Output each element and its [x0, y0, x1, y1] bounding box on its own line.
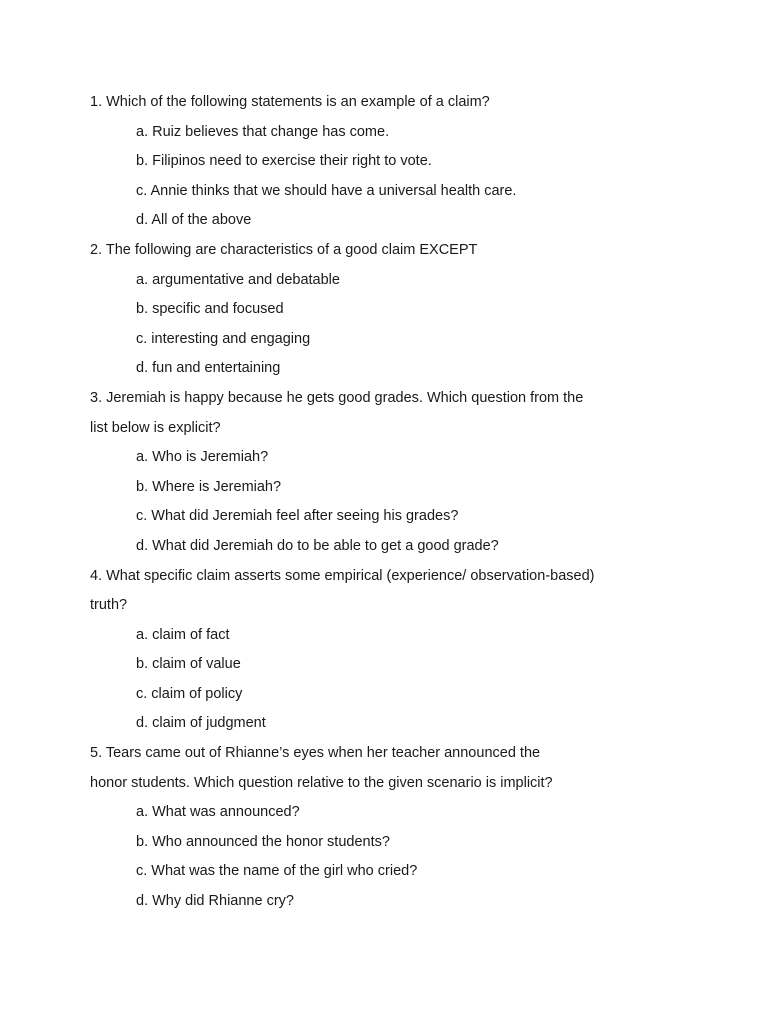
- question-4: [90, 562, 690, 740]
- option-d: d. Why did Rhianne cry?: [136, 893, 294, 910]
- option-list: [90, 118, 690, 236]
- question-5: [90, 739, 690, 917]
- question-text-continued: honor students. Which question relative to the given scenario is implicit?: [90, 774, 553, 791]
- option-a: a. claim of fact: [136, 626, 230, 643]
- question-list: [90, 88, 690, 917]
- option-c: c. What was the name of the girl who cried?: [136, 863, 418, 880]
- question-2: [90, 236, 690, 384]
- option-d: d. All of the above: [136, 212, 252, 229]
- option-c: c. claim of policy: [136, 685, 243, 702]
- option-d: d. claim of judgment: [136, 715, 266, 732]
- question-text-continued: list below is explicit?: [90, 419, 221, 436]
- question-3: [90, 384, 690, 562]
- option-b: b. specific and focused: [136, 301, 284, 318]
- question-1: [90, 88, 690, 236]
- option-list: [90, 798, 690, 916]
- option-c: c. Annie thinks that we should have a universal health care.: [136, 182, 517, 199]
- option-b: b. claim of value: [136, 656, 241, 673]
- question-text: 3. Jeremiah is happy because he gets good grades. Which question from the: [90, 389, 584, 406]
- question-text: 4. What specific claim asserts some empirical (experience/ observation-based): [90, 567, 595, 584]
- option-list: [90, 621, 690, 739]
- option-list: [90, 266, 690, 384]
- option-a: a. Ruiz believes that change has come.: [136, 123, 390, 140]
- question-text: 5. Tears came out of Rhianne’s eyes when her teacher announced the: [90, 745, 541, 762]
- question-text-continued: truth?: [90, 597, 128, 614]
- option-c: c. What did Jeremiah feel after seeing his grades?: [136, 508, 459, 525]
- option-b: b. Who announced the honor students?: [136, 833, 390, 850]
- question-text: 1. Which of the following statements is an example of a claim?: [90, 94, 490, 110]
- option-list: [90, 443, 690, 561]
- option-a: a. Who is Jeremiah?: [136, 449, 269, 466]
- option-a: a. argumentative and debatable: [136, 271, 340, 288]
- option-d: d. fun and entertaining: [136, 360, 281, 377]
- option-d: d. What did Jeremiah do to be able to get a good grade?: [136, 537, 499, 554]
- option-c: c. interesting and engaging: [136, 330, 311, 347]
- option-a: a. What was announced?: [136, 804, 300, 821]
- option-b: b. Where is Jeremiah?: [136, 478, 282, 495]
- option-b: b. Filipinos need to exercise their right to vote.: [136, 153, 432, 170]
- question-text: 2. The following are characteristics of a good claim EXCEPT: [90, 241, 478, 258]
